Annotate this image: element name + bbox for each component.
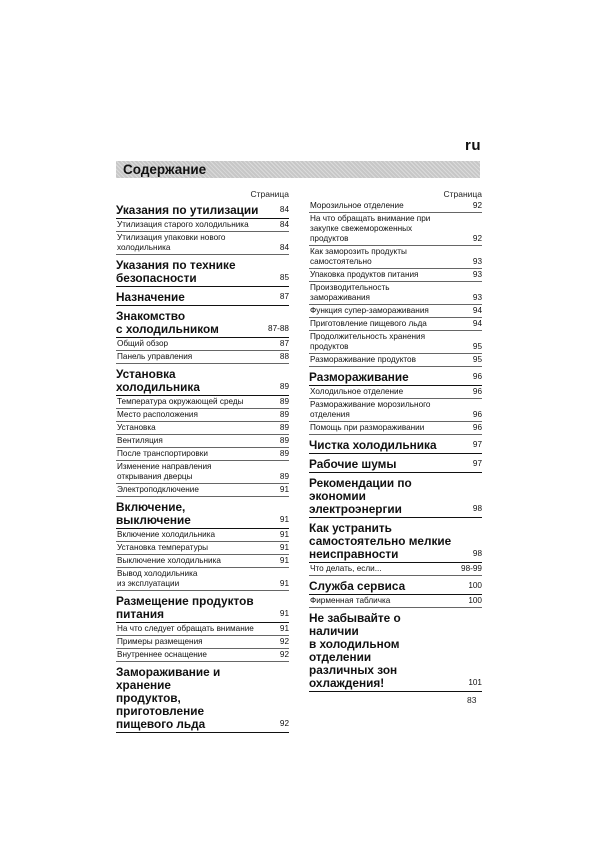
toc-subsection-entry [309,563,482,576]
toc-subsection-entry [309,399,482,422]
toc-subsection-entry [116,232,289,255]
toc-entry-label: Указания по утилизации [116,203,259,217]
page-column-header: Страница [443,189,482,199]
toc-entry-page: 91 [279,515,289,524]
toc-section-entry [116,255,289,287]
toc-entry-label: Чистка холодильника [309,438,437,452]
toc-entry-label: Производительность замораживания [310,283,390,302]
toc-entry-label: Установка [117,423,156,432]
toc-section-entry [309,576,482,595]
toc-entry-page: 89 [279,472,289,481]
toc-entry-label: Помощь при размораживании [310,423,425,432]
toc-entry-page: 92 [279,637,289,646]
toc-subsection-entry [309,282,482,305]
toc-entry-page: 96 [472,423,482,432]
toc-subsection-entry [116,484,289,497]
toc-entry-page: 96 [472,372,482,381]
toc-entry-page: 100 [468,581,482,590]
toc-section-entry [116,662,289,733]
toc-section-entry [116,200,289,219]
toc-entry-label: На что обращать внимание при закупке свежемороженных продуктов [310,214,431,243]
toc-subsection-entry [309,386,482,399]
toc-entry-page: 91 [279,609,289,618]
toc-entry-label: Размораживание [309,370,409,384]
toc-entry-label: Служба сервиса [309,579,406,593]
toc-entry-page: 98-99 [461,564,482,573]
toc-entry-label: Холодильное отделение [310,387,404,396]
toc-section-entry [116,287,289,306]
toc-entry-page: 93 [472,293,482,302]
toc-entry-page: 101 [468,678,482,687]
toc-entry-page: 84 [279,205,289,214]
toc-entry-label: Место расположения [117,410,198,419]
toc-entry-label: Морозильное отделение [310,201,404,210]
toc-subsection-entry [116,636,289,649]
toc-entry-page: 88 [279,352,289,361]
toc-entry-label: Установка температуры [117,543,209,552]
toc-entry-label: Выключение холодильника [117,556,221,565]
toc-entry-label: Размораживание морозильного отделения [310,400,431,419]
toc-entry-page: 92 [279,650,289,659]
toc-entry-label: Утилизация упаковки нового холодильника [117,233,226,252]
toc-entry-label: Замораживание и хранение продуктов, приготовление пищевого льда [116,665,221,731]
toc-subsection-entry [116,448,289,461]
toc-entry-page: 95 [472,342,482,351]
toc-subsection-entry [116,435,289,448]
toc-entry-label: Внутреннее оснащение [117,650,207,659]
toc-entry-page: 98 [472,504,482,513]
toc-entry-label: Температура окружающей среды [117,397,244,406]
toc-entry-label: Общий обзор [117,339,169,348]
toc-subsection-entry [309,354,482,367]
toc-entry-page: 97 [472,440,482,449]
toc-entry-page: 84 [279,220,289,229]
toc-entry-page: 87 [279,292,289,301]
toc-subsection-entry [116,461,289,484]
toc-section-entry [309,435,482,454]
toc-entry-label: Примеры размещения [117,637,203,646]
toc-entry-page: 84 [279,243,289,252]
toc-subsection-entry [309,318,482,331]
page-number: 83 [467,695,477,705]
toc-entry-label: Панель управления [117,352,193,361]
toc-entry-label: Фирменная табличка [310,596,391,605]
toc-entry-label: Включение, выключение [116,500,191,527]
toc-subsection-entry [309,595,482,608]
toc-entry-page: 89 [279,410,289,419]
toc-entry-label: Изменение направления открывания дверцы [117,462,212,481]
toc-subsection-entry [116,542,289,555]
page-column-header: Страница [250,189,289,199]
toc-entry-page: 94 [472,306,482,315]
toc-entry-label: Не забывайте о наличии в холодильном отделении различных зон охлаждения! [309,611,401,690]
toc-subsection-entry [309,200,482,213]
toc-entry-page: 91 [279,543,289,552]
toc-section-entry [116,497,289,529]
toc-entry-page: 87-88 [268,324,289,333]
toc-entry-page: 91 [279,579,289,588]
toc-entry-page: 89 [279,397,289,406]
toc-entry-label: Что делать, если... [310,564,382,573]
toc-entry-label: Вывод холодильника из эксплуатации [117,569,198,588]
toc-entry-page: 100 [468,596,482,605]
toc-entry-label: После транспортировки [117,449,208,458]
toc-entry-page: 89 [279,436,289,445]
toc-entry-label: Вентиляция [117,436,163,445]
toc-entry-page: 85 [279,273,289,282]
toc-entry-page: 89 [279,382,289,391]
toc-subsection-entry [309,246,482,269]
toc-subsection-entry [116,219,289,232]
toc-entry-label: Размещение продуктов питания [116,594,254,621]
toc-entry-label: Электроподключение [117,485,199,494]
toc-entry-page: 89 [279,423,289,432]
toc-section-entry [309,608,482,692]
toc-subsection-entry [116,409,289,422]
toc-subsection-entry [116,396,289,409]
toc-entry-page: 89 [279,449,289,458]
toc-entry-page: 95 [472,355,482,364]
toc-subsection-entry [116,568,289,591]
toc-subsection-entry [116,338,289,351]
toc-subsection-entry [309,305,482,318]
toc-section-entry [309,454,482,473]
toc-entry-page: 96 [472,410,482,419]
toc-subsection-entry [116,555,289,568]
toc-subsection-entry [116,623,289,636]
toc-subsection-entry [309,331,482,354]
toc-entry-page: 93 [472,257,482,266]
toc-entry-page: 91 [279,556,289,565]
toc-entry-page: 91 [279,485,289,494]
toc-entry-label: Как заморозить продукты самостоятельно [310,247,407,266]
toc-column-right [309,188,482,692]
toc-entry-label: Упаковка продуктов питания [310,270,419,279]
toc-entry-page: 92 [472,234,482,243]
toc-entry-label: На что следует обращать внимание [117,624,254,633]
toc-subsection-entry [116,422,289,435]
toc-entry-page: 93 [472,270,482,279]
toc-entry-page: 98 [472,549,482,558]
toc-entry-page: 92 [472,201,482,210]
toc-section-entry [309,473,482,518]
toc-section-entry [116,364,289,396]
toc-entry-page: 87 [279,339,289,348]
toc-entry-page: 92 [279,719,289,728]
toc-subsection-entry [309,422,482,435]
toc-entry-label: Функция супер-замораживания [310,306,429,315]
toc-subsection-entry [116,529,289,542]
language-label: ru [465,137,481,154]
toc-subsection-entry [116,649,289,662]
toc-entry-label: Продолжительность хранения продуктов [310,332,426,351]
toc-section-entry [309,518,482,563]
toc-subsection-entry [309,269,482,282]
toc-subsection-entry [116,351,289,364]
toc-entry-label: Указания по технике безопасности [116,258,236,285]
toc-section-entry [309,367,482,386]
toc-entry-label: Установка холодильника [116,367,200,394]
toc-entry-label: Рабочие шумы [309,457,397,471]
toc-section-entry [116,591,289,623]
toc-subsection-entry [309,213,482,246]
toc-entry-label: Приготовление пищевого льда [310,319,427,328]
toc-section-entry [116,306,289,338]
toc-entry-page: 91 [279,530,289,539]
toc-entry-label: Включение холодильника [117,530,216,539]
toc-title: Содержание [123,162,207,177]
toc-entry-page: 91 [279,624,289,633]
toc-entry-label: Как устранить самостоятельно мелкие неисправности [309,521,452,561]
toc-entry-page: 96 [472,387,482,396]
toc-entry-label: Утилизация старого холодильника [117,220,249,229]
toc-entry-label: Рекомендации по экономии электроэнергии [309,476,412,516]
toc-entry-page: 97 [472,459,482,468]
toc-column-left [116,188,289,733]
toc-entry-label: Знакомство с холодильником [116,309,219,336]
toc-entry-label: Размораживание продуктов [310,355,416,364]
toc-entry-page: 94 [472,319,482,328]
toc-entry-label: Назначение [116,290,185,304]
toc-banner [116,161,480,178]
